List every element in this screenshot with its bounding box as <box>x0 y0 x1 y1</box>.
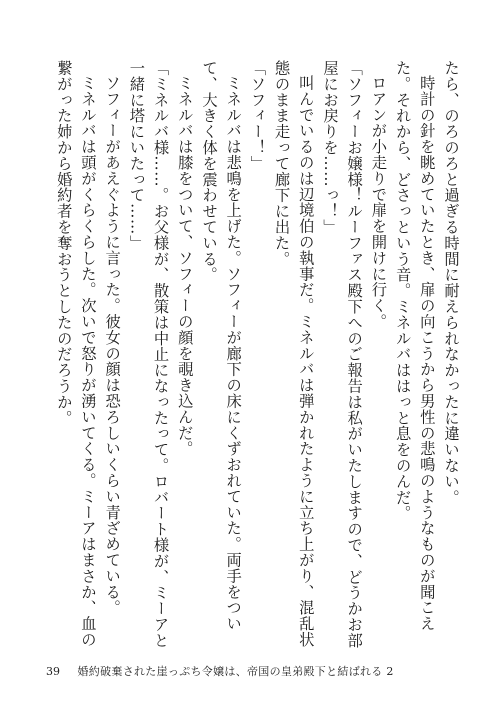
running-title: 婚約破棄された崖っぷち令嬢は、帝国の皇弟殿下と結ばれる 2 <box>77 665 394 678</box>
dialogue-line: 「ソフィーお嬢様！ルーファス殿下へのご報告は私がいたしますので、どうかお部屋にお戻りを……っ！」 <box>320 60 364 649</box>
paragraph: ミネルバは膝をついて、ソフィーの顔を覗き込んだ。 <box>175 75 194 457</box>
paragraph: ロアンが小走りで扉を開けに行く。 <box>369 75 388 330</box>
page-number: 39 <box>46 665 60 678</box>
dialogue-line: 「ソフィー！」 <box>248 60 267 172</box>
paragraph: 叫んでいるのは辺境伯の執事だ。ミネルバは弾かれたように立ち上がり、混乱状態のまま走って廊下に出た。 <box>272 60 315 648</box>
paragraph: ミネルバは悲鳴を上げた。ソフィーが廊下の床にくずおれていた。両手をついて、大きく体を震わせている。 <box>199 60 243 632</box>
paragraph: ソフィーがあえぐように言った。彼女の顔は恐ろしいくらい青ざめている。 <box>103 75 122 616</box>
paragraph: ミネルバは頭がくらくらした。次いで怒りが湧いてくる。ミーアはまさか、血の繋がった姉から婚約者を奪おうとしたのだろうか。 <box>54 60 97 648</box>
paragraph: たら、のろのろと過ぎる時間に耐えられなかったに違いない。 <box>442 60 460 506</box>
page-footer <box>46 663 394 679</box>
dialogue-line: 「ミネルバ様……。お父様が、散策は中止になったって。ロバート様が、ミーアと一緒に塔にいたって……」 <box>127 60 170 649</box>
vertical-text-body <box>33 60 463 660</box>
paragraph: 時計の針を眺めていたとき、扉の向こうから男性の悲鳴のようなものが聞こえた。それから、どさっという音。ミネルバははっと息をのんだ。 <box>393 60 436 632</box>
